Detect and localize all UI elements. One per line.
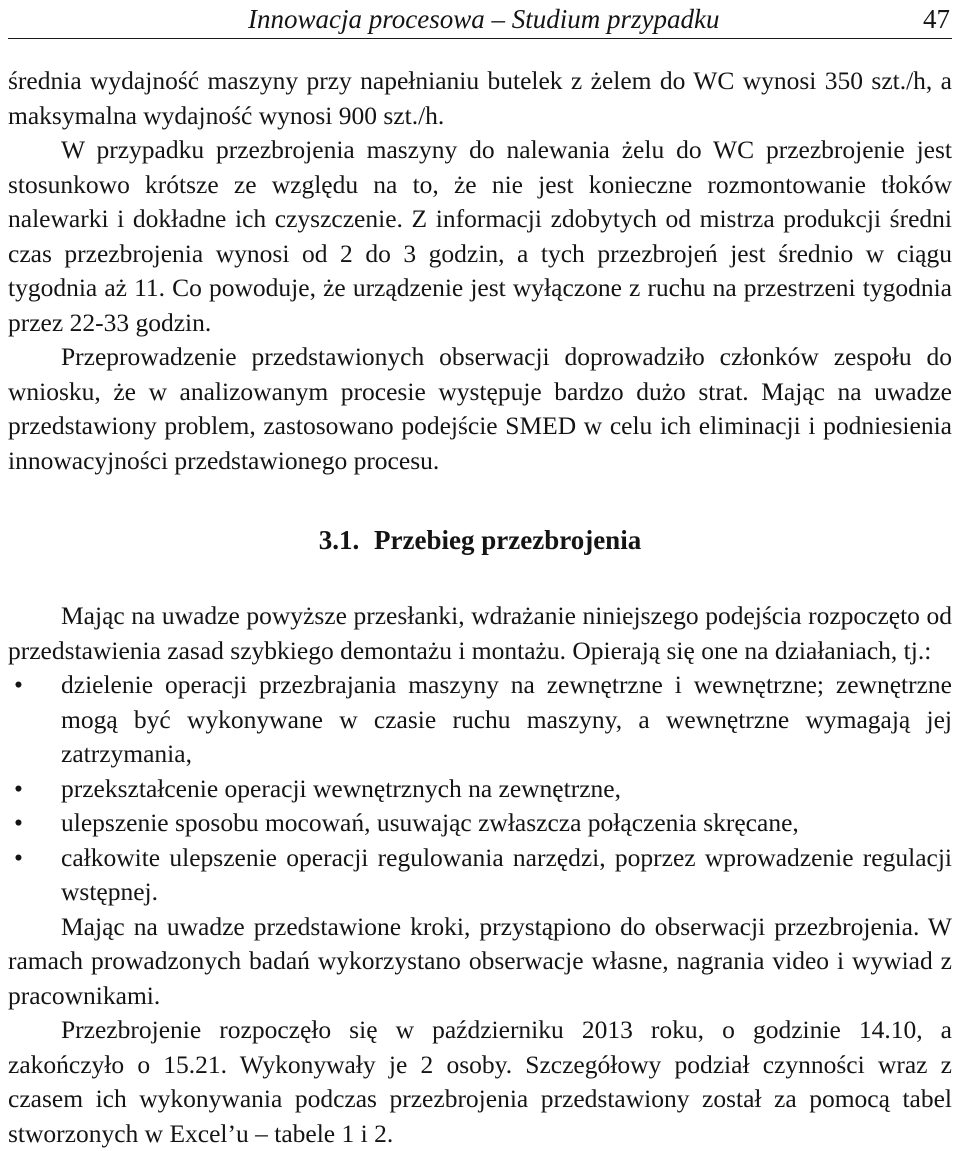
list-item xyxy=(8,772,952,807)
section-title: Przebieg przezbrojenia xyxy=(374,525,642,555)
principles-list xyxy=(8,668,952,910)
running-title: Innowacja procesowa – Studium przypadku xyxy=(248,4,720,34)
paragraph-continuation: średnia wydajność maszyny przy napełnianiu butelek z żelem do WC wynosi 350 szt./h, a maksymalna wydajność wynosi 900 szt./h. xyxy=(8,66,952,130)
section-number: 3.1. xyxy=(318,525,360,555)
document-body xyxy=(8,64,952,1151)
bullet-marker: • xyxy=(14,808,23,837)
bullet-marker: • xyxy=(14,773,23,803)
paragraph-observation: Mając na uwadze przedstawione kroki, przystąpiono do obserwacji przezbrojenia. W ramach prowadzonych badań wykorzystano obserwacje własne, nagrania video i wywiad z pracownikami. xyxy=(8,911,952,1010)
section-heading xyxy=(8,523,952,557)
list-item-text: całkowite ulepszenie operacji regulowania narzędzi, poprzez wprowadzenie regulacji wstępnej. xyxy=(61,842,952,906)
list-item xyxy=(8,841,952,910)
bullet-marker: • xyxy=(14,842,23,872)
paragraph-section-intro: Mając na uwadze powyższe przesłanki, wdrażanie niniejszego podejścia rozpoczęto od przedstawienia zasad szybkiego demontażu i montażu. Opierają się one na działaniach, tj.: xyxy=(8,601,952,665)
list-item xyxy=(8,806,952,841)
list-item-text: ulepszenie sposobu mocowań, usuwając zwłaszcza połączenia skręcane, xyxy=(61,808,799,837)
list-item-text: przekształcenie operacji wewnętrznych na zewnętrzne, xyxy=(61,773,621,803)
running-header xyxy=(8,0,952,39)
paragraph-conclusion: Przeprowadzenie przedstawionych obserwacji doprowadziło członków zespołu do wniosku, że w analizowanym procesie występuje bardzo dużo strat. Mając na uwadze przedstawiony problem, zastosowano podejście SMED w celu ich eliminacji i podniesienia innowacyjności przedstawionego procesu. xyxy=(8,342,952,475)
paragraph-changeover: W przypadku przezbrojenia maszyny do nalewania żelu do WC przezbrojenie jest stosunkowo krótsze ze względu na to, że nie jest konieczne rozmontowanie tłoków nalewarki i dokładne ich czyszczenie. Z informacji zdobytych od mistrza produkcji średni czas przezbrojenia wynosi od 2 do 3 godzin, a tych przezbrojeń jest średnio w ciągu tygodnia aż 11. Co powoduje, że urządzenie jest wyłączone z ruchu na przestrzeni tygodnia przez 22-33 godzin. xyxy=(8,135,952,337)
page-number: 47 xyxy=(923,4,950,34)
list-item-text: dzielenie operacji przezbrajania maszyny na zewnętrzne i wewnętrzne; zewnętrzne mogą być wykonywane w czasie ruchu maszyny, a wewnętrzne wymagają jej zatrzymania, xyxy=(61,670,952,768)
paragraph-timing: Przezbrojenie rozpoczęło się w październiku 2013 roku, o godzinie 14.10, a zakończyło o 15.21. Wykonywały je 2 osoby. Szczegółowy podział czynności wraz z czasem ich wykonywania podczas przezbrojenia przedstawiony został za pomocą tabel stworzonych w Excel’u – tabele 1 i 2. xyxy=(8,1015,952,1148)
bullet-marker: • xyxy=(14,670,23,699)
list-item xyxy=(8,668,952,772)
